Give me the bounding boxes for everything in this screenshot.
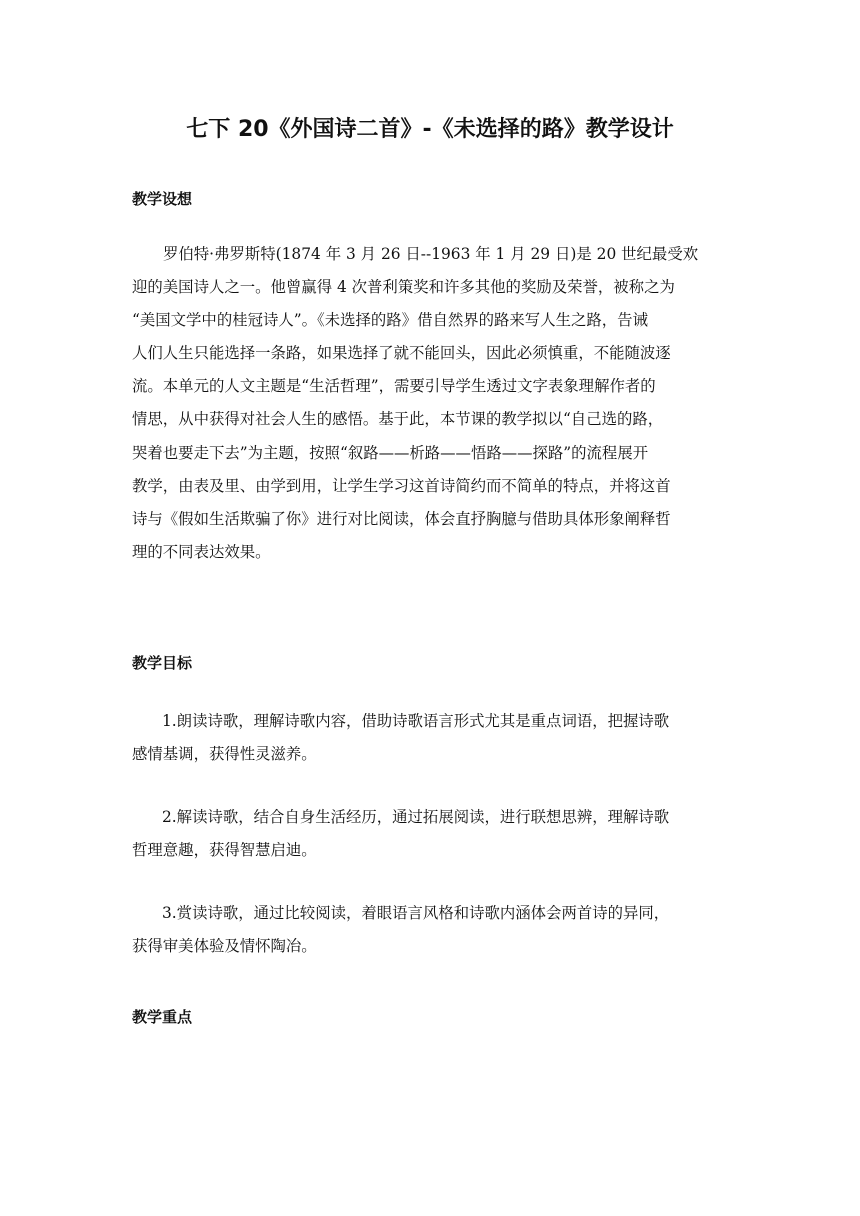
- paragraph-line: 理的不同表达效果。: [132, 542, 271, 561]
- paragraph-line: 流。本单元的人文主题是“生活哲理”，需要引导学生透过文字表象理解作者的: [132, 377, 656, 396]
- goal-line: 感情基调，获得性灵滋养。: [132, 745, 317, 764]
- paragraph-line: 诗与《假如生活欺骗了你》进行对比阅读，体会直抒胸臆与借助具体形象阐释哲: [132, 509, 671, 528]
- goal-item-2: [132, 801, 732, 867]
- section-heading-teaching-focus: 教学重点: [132, 1008, 193, 1026]
- document-title: 七下 20《外国诗二首》-《未选择的路》教学设计: [186, 117, 674, 142]
- goal-item-3: [132, 897, 732, 963]
- paragraph-line: 罗伯特·弗罗斯特(1874 年 3 月 26 日--1963 年 1 月 29 日)是 20 世纪最受欢: [163, 245, 699, 263]
- paragraph-line: 情思，从中获得对社会人生的感悟。基于此，本节课的教学拟以“自己选的路，: [132, 410, 664, 429]
- section-heading-teaching-goals: 教学目标: [132, 654, 193, 672]
- goal-line: 获得审美体验及情怀陶冶。: [132, 937, 317, 956]
- goal-line: 1.朗读诗歌，理解诗歌内容，借助诗歌语言形式尤其是重点词语，把握诗歌: [162, 712, 670, 730]
- goal-line: 2.解读诗歌，结合自身生活经历，通过拓展阅读，进行联想思辨，理解诗歌: [162, 808, 670, 826]
- paragraph-line: 迎的美国诗人之一。他曾赢得 4 次普利策奖和许多其他的奖励及荣誉，被称之为: [132, 278, 675, 297]
- teaching-idea-paragraph: [132, 238, 732, 569]
- paragraph-line: 哭着也要走下去”为主题，按照“叙路——析路——悟路——探路”的流程展开: [132, 443, 649, 462]
- paragraph-line: “美国文学中的桂冠诗人”。《未选择的路》借自然界的路来写人生之路，告诫: [132, 311, 648, 330]
- section-heading-teaching-idea: 教学设想: [132, 190, 193, 208]
- goal-item-1: [132, 705, 732, 771]
- goal-line: 3.赏读诗歌，通过比较阅读，着眼语言风格和诗歌内涵体会两首诗的异同，: [162, 904, 670, 922]
- paragraph-line: 人们人生只能选择一条路，如果选择了就不能回头，因此必须慎重，不能随波逐: [132, 344, 671, 363]
- paragraph-line: 教学，由表及里、由学到用，让学生学习这首诗简约而不简单的特点，并将这首: [132, 476, 671, 495]
- goal-line: 哲理意趣，获得智慧启迪。: [132, 841, 317, 860]
